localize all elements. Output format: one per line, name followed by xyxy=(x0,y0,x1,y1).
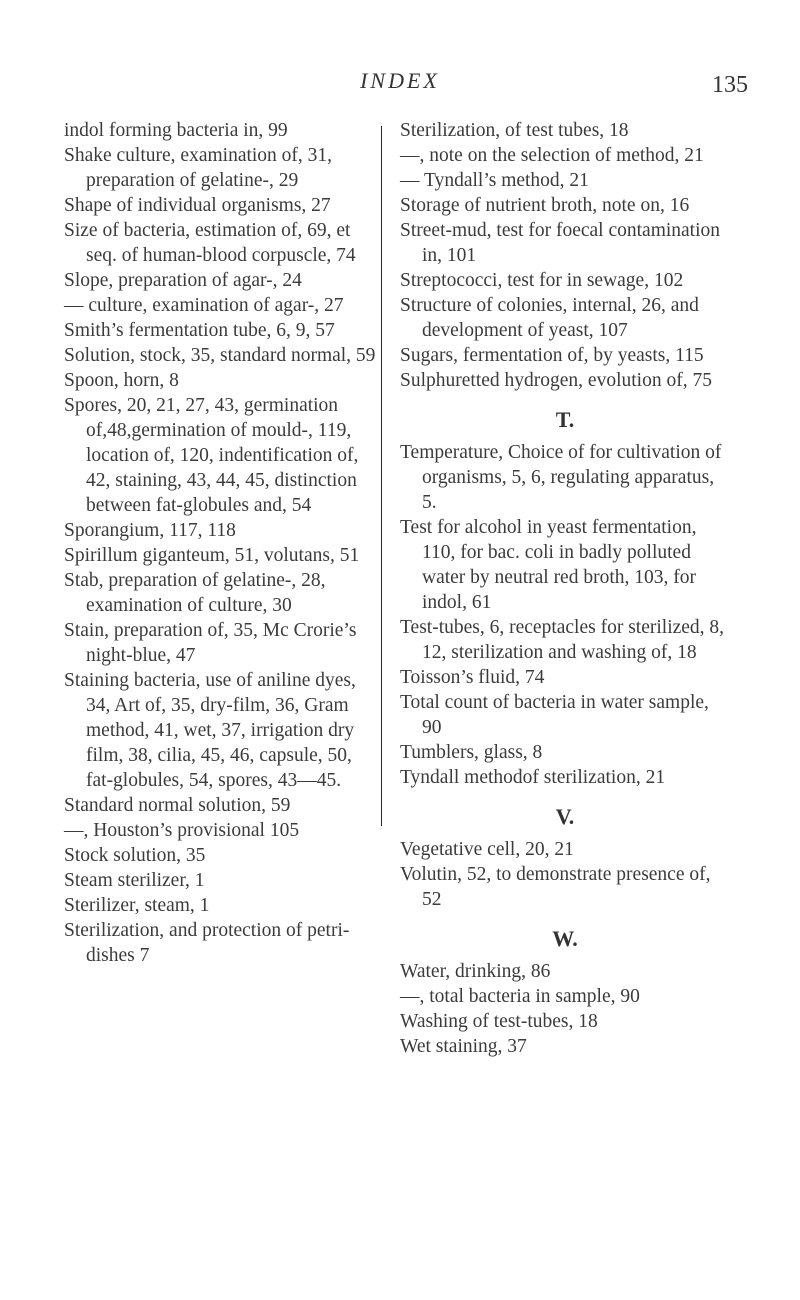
index-entry: Stock solution, 35 xyxy=(64,845,206,866)
index-entry: Temperature, Choice of for cultivation of organisms, 5, 6, regulating apparatus, 5. xyxy=(400,442,722,513)
column-divider xyxy=(381,126,382,826)
index-entry: Structure of colonies, internal, 26, and development of yeast, 107 xyxy=(400,295,699,341)
index-entry: Shake culture, examination of, 31, preparation of gelatine-, 29 xyxy=(64,145,333,191)
index-entry: Spirillum giganteum, 51, volutans, 51 xyxy=(64,545,360,566)
index-entry: Streptococci, test for in sewage, 102 xyxy=(400,270,684,291)
index-entry: Tyndall methodof sterilization, 21 xyxy=(400,767,666,788)
index-entry: Standard normal solution, 59 xyxy=(64,795,291,816)
index-entry: Tumblers, glass, 8 xyxy=(400,742,543,763)
index-entry: indol forming bacteria in, 99 xyxy=(64,120,288,141)
index-entry: Sugars, fermentation of, by yeasts, 115 xyxy=(400,345,704,366)
index-entry: Size of bacteria, estimation of, 69, et seq. of human-blood corpuscle, 74 xyxy=(64,220,356,266)
index-entry: Toisson’s fluid, 74 xyxy=(400,667,545,688)
page-number: 135 xyxy=(712,72,748,98)
index-entry: Stain, preparation of, 35, Mc Crorie’s night-blue, 47 xyxy=(64,620,357,666)
index-right-column xyxy=(400,118,730,1059)
index-entry: Staining bacteria, use of aniline dyes, 34, Art of, 35, dry-film, 36, Gram method, 41, wet, 37, irrigation dry film, 38, cilia, 45, 46, capsule, 50, fat-globules, 54, spores, 43—45. xyxy=(64,670,356,791)
index-entry: Test-tubes, 6, receptacles for sterilized, 8, 12, sterilization and washing of, 18 xyxy=(400,617,725,663)
index-entry: Solution, stock, 35, standard normal, 59 xyxy=(64,345,376,366)
index-entry: Sporangium, 117, 118 xyxy=(64,520,236,541)
index-entry: —, Houston’s provisional 105 xyxy=(64,820,300,841)
index-entry: Shape of individual organisms, 27 xyxy=(64,195,331,216)
index-entry: Spoon, horn, 8 xyxy=(64,370,179,391)
index-entry: Spores, 20, 21, 27, 43, germination of,48,germination of mould-, 119, location of, 120, indentification of, 42, staining, 43, 44, 45, distinction between fat-globules and, 54 xyxy=(64,395,359,516)
index-entry: Smith’s fermentation tube, 6, 9, 57 xyxy=(64,320,335,341)
index-entry: — Tyndall’s method, 21 xyxy=(400,170,589,191)
index-entry: Sterilization, and protection of petri-dishes 7 xyxy=(64,920,350,966)
running-title: INDEX xyxy=(360,68,440,93)
index-left-column xyxy=(64,118,376,968)
index-entry: Sterilization, of test tubes, 18 xyxy=(400,120,629,141)
index-entry: —, total bacteria in sample, 90 xyxy=(400,986,640,1007)
index-entry: —, note on the selection of method, 21 xyxy=(400,145,704,166)
index-entry: Wet staining, 37 xyxy=(400,1036,527,1057)
index-entry: Sulphuretted hydrogen, evolution of, 75 xyxy=(400,370,712,391)
index-entry: Volutin, 52, to demonstrate presence of, 52 xyxy=(400,864,711,910)
index-entry: Test for alcohol in yeast fermentation, 110, for bac. coli in badly polluted water by neutral red broth, 103, for indol, 61 xyxy=(400,517,697,613)
index-entry: Washing of test-tubes, 18 xyxy=(400,1011,598,1032)
index-entry: Vegetative cell, 20, 21 xyxy=(400,839,574,860)
index-entry: Steam sterilizer, 1 xyxy=(64,870,205,891)
index-entry: Street-mud, test for foecal contamination in, 101 xyxy=(400,220,721,266)
index-entry: Total count of bacteria in water sample, 90 xyxy=(400,692,709,738)
index-entry: Slope, preparation of agar-, 24 xyxy=(64,270,302,291)
section-letter-t: T. xyxy=(555,407,575,432)
section-letter-w: W. xyxy=(552,926,578,951)
index-entry: Stab, preparation of gelatine-, 28, examination of culture, 30 xyxy=(64,570,326,616)
section-letter-v: V. xyxy=(555,804,575,829)
index-entry: Sterilizer, steam, 1 xyxy=(64,895,210,916)
index-entry: Storage of nutrient broth, note on, 16 xyxy=(400,195,690,216)
index-entry: Water, drinking, 86 xyxy=(400,961,551,982)
index-entry: — culture, examination of agar-, 27 xyxy=(64,295,344,316)
